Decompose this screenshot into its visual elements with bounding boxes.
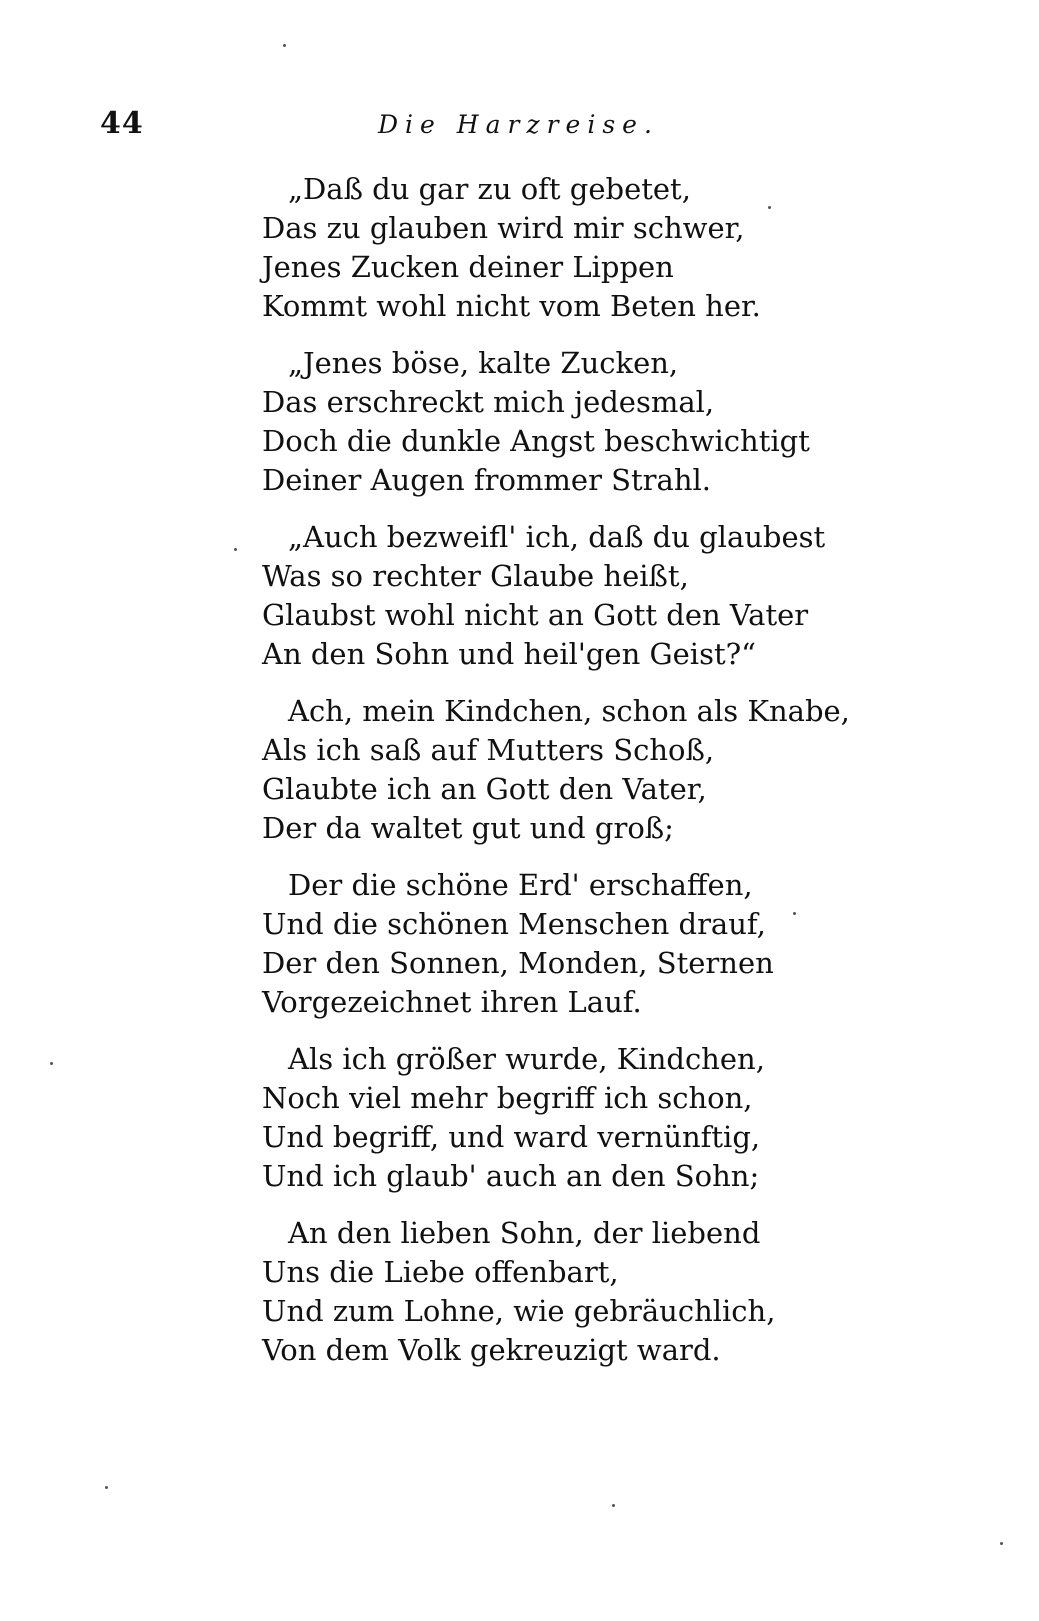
verse-line: Vorgezeichnet ihren Lauf. (262, 985, 642, 1019)
page-number: 44 (100, 106, 144, 141)
verse-line: Und die schönen Menschen drauf, (262, 907, 766, 941)
paper-speck (1000, 1542, 1003, 1545)
verse-line: Das erschreckt mich jedesmal, (262, 385, 715, 419)
verse-line: Ach, mein Kindchen, schon als Knabe, (288, 694, 850, 728)
verse-line: Als ich größer wurde, Kindchen, (288, 1042, 765, 1076)
verse-line: Das zu glauben wird mir schwer, (262, 211, 745, 245)
verse-line: Der die schöne Erd' erschaffen, (288, 868, 753, 902)
verse-line: Doch die dunkle Angst beschwichtigt (262, 424, 810, 458)
verse-line: Jenes Zucken deiner Lippen (262, 250, 674, 284)
paper-speck (234, 548, 237, 551)
verse-line: Der da waltet gut und groß; (262, 811, 674, 845)
verse-line: Und zum Lohne, wie gebräuchlich, (262, 1294, 776, 1328)
paper-speck (50, 1062, 53, 1065)
paper-speck (612, 1504, 615, 1507)
verse-line: Als ich saß auf Mutters Schoß, (262, 733, 715, 767)
paper-speck (793, 912, 796, 915)
verse-line: „Daß du gar zu oft gebetet, (288, 172, 691, 206)
stanza (262, 518, 982, 674)
paper-speck (283, 44, 286, 47)
stanza (262, 344, 982, 500)
stanza (262, 1040, 982, 1196)
verse-line: Noch viel mehr begriff ich schon, (262, 1081, 753, 1115)
verse-line: Deiner Augen frommer Strahl. (262, 463, 711, 497)
stanza (262, 866, 982, 1022)
stanza (262, 692, 982, 848)
verse-line: Und begriff, und ward vernünftig, (262, 1120, 761, 1154)
stanza (262, 170, 982, 326)
verse-line: Was so rechter Glaube heißt, (262, 559, 689, 593)
verse-line: Glaubst wohl nicht an Gott den Vater (262, 598, 809, 632)
verse-line: „Jenes böse, kalte Zucken, (288, 346, 679, 380)
verse-line: Der den Sonnen, Monden, Sternen (262, 946, 774, 980)
verse-line: An den lieben Sohn, der liebend (288, 1216, 761, 1250)
verse-line: Von dem Volk gekreuzigt ward. (262, 1333, 721, 1367)
running-head-title: Die Harzreise. (378, 110, 659, 139)
verse-line: Und ich glaub' auch an den Sohn; (262, 1159, 760, 1193)
verse-line: „Auch bezweifl' ich, daß du glaubest (288, 520, 826, 554)
verse-line: Kommt wohl nicht vom Beten her. (262, 289, 761, 323)
verse-line: Uns die Liebe offenbart, (262, 1255, 619, 1289)
paper-speck (768, 206, 771, 209)
verse-line: An den Sohn und heil'gen Geist?“ (262, 637, 756, 671)
verse-line: Glaubte ich an Gott den Vater, (262, 772, 707, 806)
stanza (262, 1214, 982, 1370)
poem-body (262, 170, 982, 1388)
paper-speck (105, 1486, 108, 1489)
